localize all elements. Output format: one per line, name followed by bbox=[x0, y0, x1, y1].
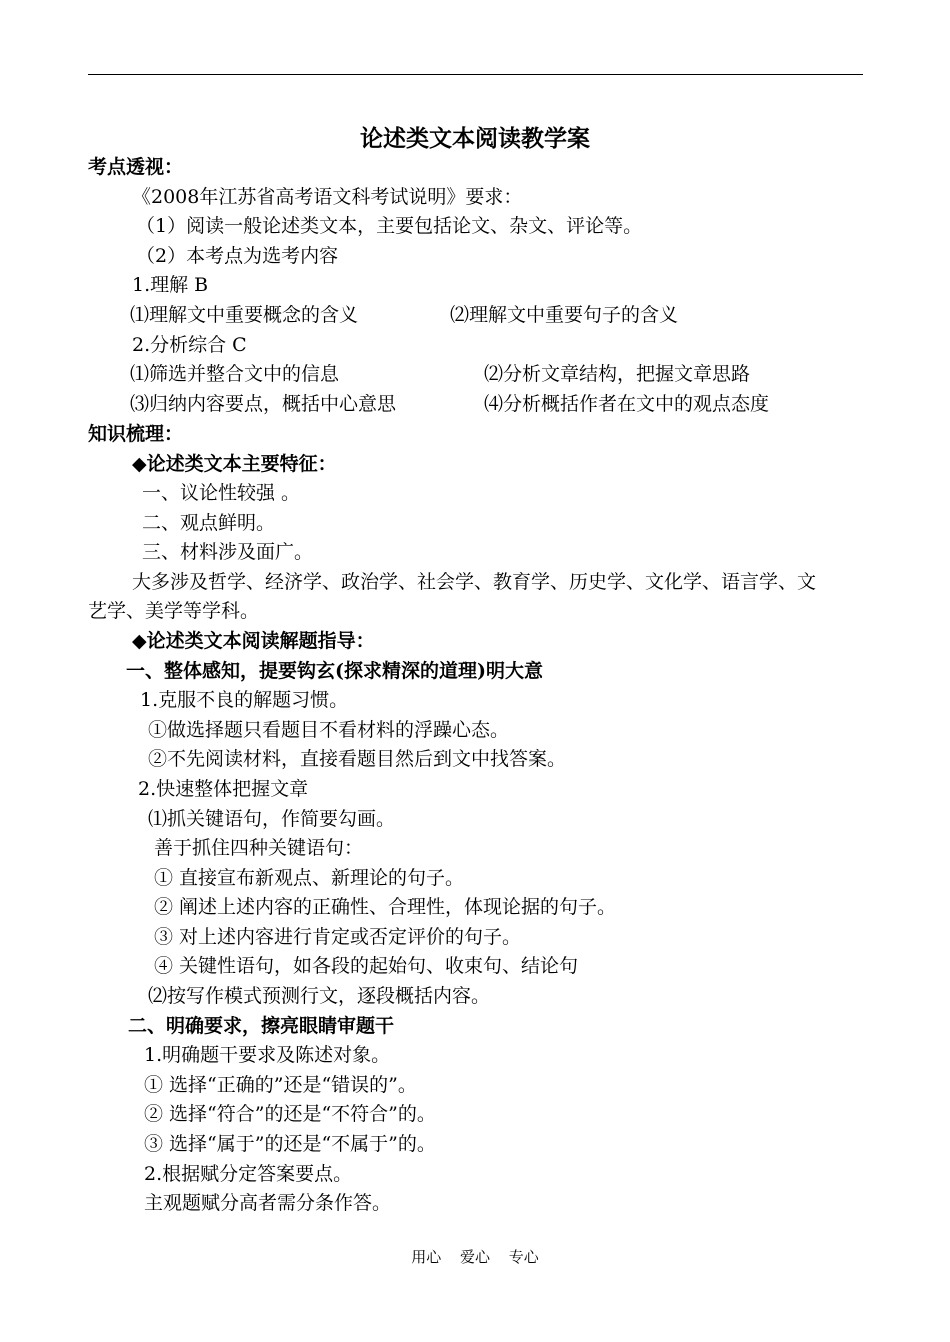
page-footer: 用心 爱心 专心 bbox=[411, 1248, 539, 1266]
text-line: ⑵按写作模式预测行文，逐段概括内容。 bbox=[148, 985, 491, 1007]
text-line: ⑶归纳内容要点，概括中心意思 bbox=[130, 393, 397, 415]
text-line: 2.根据赋分定答案要点。 bbox=[144, 1163, 353, 1185]
text-line: ② 选择“符合”的还是“不符合”的。 bbox=[144, 1103, 436, 1125]
section-heading-exam-points: 考点透视： bbox=[88, 156, 184, 178]
text-line: 善于抓住四种关键语句： bbox=[154, 837, 364, 859]
text-line: 2.分析综合 C bbox=[132, 334, 247, 356]
text-line: 大多涉及哲学、经济学、政治学、社会学、教育学、历史学、文化学、语言学、文 bbox=[132, 571, 817, 593]
text-line: ④ 关键性语句，如各段的起始句、收束句、结论句 bbox=[154, 955, 579, 977]
text-line: 《2008年江苏省高考语文科考试说明》要求： bbox=[132, 186, 523, 208]
text-line: ③ 对上述内容进行肯定或否定评价的句子。 bbox=[154, 926, 522, 948]
text-line: 一、议论性较强 。 bbox=[142, 482, 301, 504]
text-line: ⑵理解文中重要句子的含义 bbox=[450, 304, 679, 326]
text-line: 艺学、美学等学科。 bbox=[88, 600, 260, 622]
text-line: （2）本考点为选考内容 bbox=[136, 245, 339, 267]
text-line: 1.克服不良的解题习惯。 bbox=[140, 689, 349, 711]
header-rule bbox=[88, 74, 863, 75]
text-line: ①做选择题只看题目不看材料的浮躁心态。 bbox=[148, 719, 510, 741]
subsection-heading: ◆论述类文本主要特征： bbox=[132, 453, 337, 475]
text-line: 1.理解 B bbox=[132, 274, 209, 296]
text-line: 2.快速整体把握文章 bbox=[138, 778, 309, 800]
text-line: 二、观点鲜明。 bbox=[142, 512, 276, 534]
subsection-heading: 一、整体感知，提要钩玄(探求精深的道理)明大意 bbox=[126, 660, 543, 682]
text-line: ⑴理解文中重要概念的含义 bbox=[130, 304, 359, 326]
page-title: 论述类文本阅读教学案 bbox=[360, 125, 590, 152]
section-heading-knowledge: 知识梳理： bbox=[88, 423, 184, 445]
text-line: 三、材料涉及面广。 bbox=[142, 541, 314, 563]
text-line: ③ 选择“属于”的还是“不属于”的。 bbox=[144, 1133, 436, 1155]
text-line: ⑴抓关键语句，作简要勾画。 bbox=[148, 808, 396, 830]
text-line: ① 直接宣布新观点、新理论的句子。 bbox=[154, 867, 465, 889]
text-line: 1.明确题干要求及陈述对象。 bbox=[144, 1044, 391, 1066]
text-line: （1）阅读一般论述类文本，主要包括论文、杂文、评论等。 bbox=[136, 215, 643, 237]
subsection-heading: ◆论述类文本阅读解题指导： bbox=[132, 630, 375, 652]
text-line: ⑴筛选并整合文中的信息 bbox=[130, 363, 340, 385]
text-line: ① 选择“正确的”还是“错误的”。 bbox=[144, 1074, 417, 1096]
text-line: ②不先阅读材料，直接看题目然后到文中找答案。 bbox=[148, 748, 567, 770]
subsection-heading: 二、明确要求，擦亮眼睛审题干 bbox=[128, 1015, 395, 1037]
text-line: ⑷分析概括作者在文中的观点态度 bbox=[484, 393, 770, 415]
text-line: ⑵分析文章结构，把握文章思路 bbox=[484, 363, 751, 385]
text-line: 主观题赋分高者需分条作答。 bbox=[144, 1192, 392, 1214]
text-line: ② 阐述上述内容的正确性、合理性，体现论据的句子。 bbox=[154, 896, 617, 918]
